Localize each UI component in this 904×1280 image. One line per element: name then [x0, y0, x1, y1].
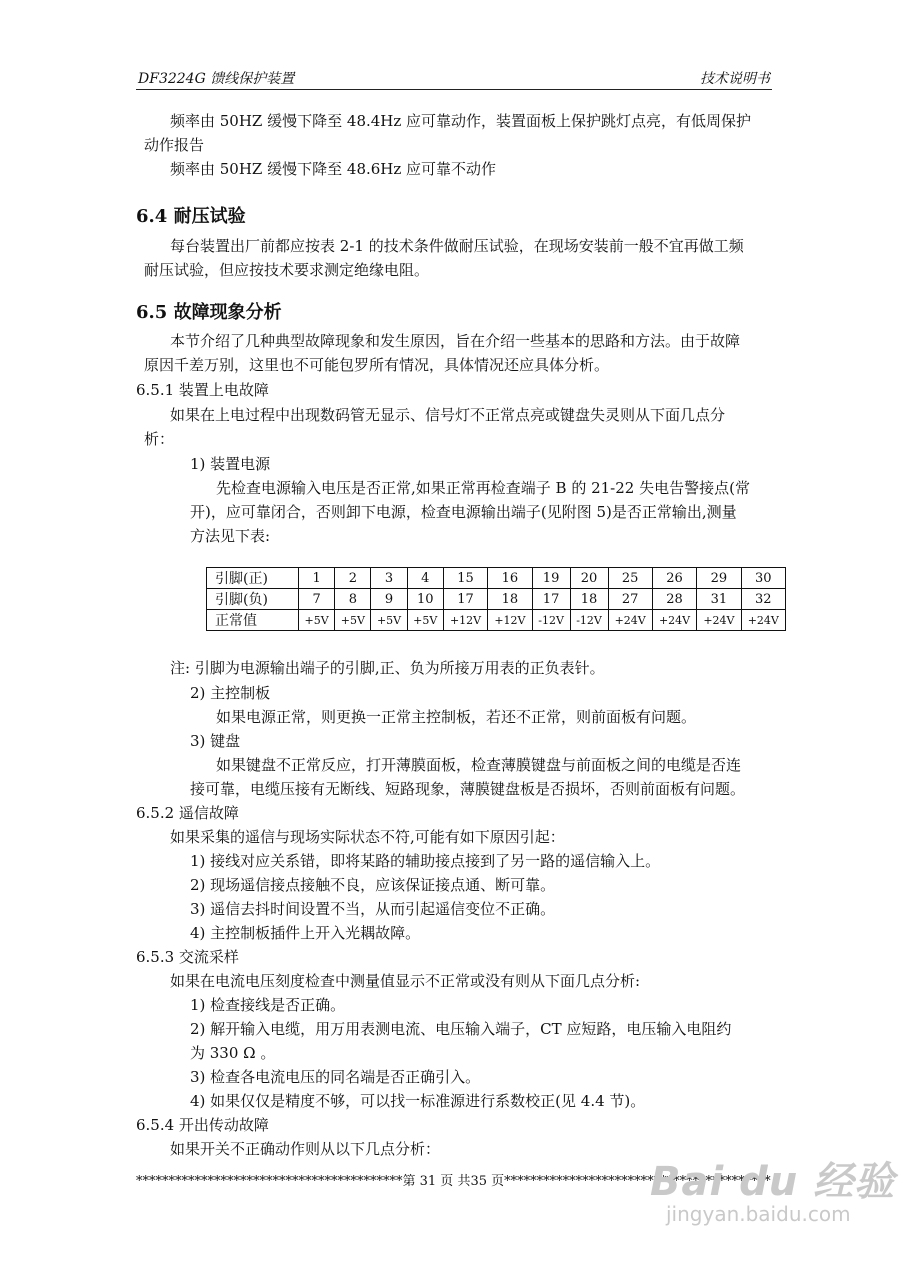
paragraph-line: 如果电源正常，则更换一正常主控制板，若还不正常，则前面板有问题。	[216, 708, 697, 726]
table-cell: 15	[443, 568, 487, 589]
table-cell: 27	[608, 589, 652, 610]
row-label: 正常值	[207, 610, 299, 631]
table-cell: +5V	[371, 610, 407, 631]
paragraph-line: 先检查电源输入电压是否正常,如果正常再检查端子 B 的 21-22 失电告警接点(常	[216, 479, 750, 497]
table-cell: +12V	[443, 610, 487, 631]
table-cell: 30	[741, 568, 785, 589]
paragraph-line: 接可靠，电缆压接有无断线、短路现象，薄膜键盘板是否损坏，否则前面板有问题。	[190, 780, 746, 798]
subsection-heading-6-5-4: 6.5.4 开出传动故障	[136, 1116, 269, 1134]
subsection-heading-6-5-1: 6.5.1 装置上电故障	[136, 381, 269, 399]
table-cell: 17	[443, 589, 487, 610]
paragraph-line: 频率由 50HZ 缓慢下降至 48.6Hz 应可靠不动作	[170, 160, 497, 178]
paragraph-line: 如果采集的遥信与现场实际状态不符,可能有如下原因引起：	[170, 828, 565, 846]
table-cell: 18	[570, 589, 608, 610]
paragraph-line: 如果开关不正确动作则从以下几点分析：	[170, 1140, 441, 1158]
table-cell: 31	[697, 589, 741, 610]
table-cell: 3	[371, 568, 407, 589]
list-item: 3) 检查各电流电压的同名端是否正确引入。	[190, 1068, 481, 1086]
list-item: 3) 遥信去抖时间设置不当，从而引起遥信变位不正确。	[190, 900, 556, 918]
row-label: 引脚(正)	[207, 568, 299, 589]
table-cell: +24V	[608, 610, 652, 631]
paragraph-line: 开)，应可靠闭合，否则卸下电源，检查电源输出端子(见附图 5)是否正常输出,测量	[190, 503, 737, 521]
header-title: DF3224G 馈线保护装置	[138, 71, 295, 87]
section-heading-6-5: 6.5 故障现象分析	[136, 302, 282, 323]
paragraph-line: 本节介绍了几种典型故障现象和发生原因，旨在介绍一些基本的思路和方法。由于故障	[170, 332, 741, 350]
table-cell: +5V	[299, 610, 335, 631]
table-cell: -12V	[570, 610, 608, 631]
paragraph-line: 频率由 50HZ 缓慢下降至 48.4Hz 应可靠动作，装置面板上保护跳灯点亮，有低周保护	[170, 112, 752, 130]
table-cell: 9	[371, 589, 407, 610]
list-item: 1) 装置电源	[190, 455, 271, 473]
paragraph-line: 方法见下表:	[190, 527, 271, 545]
table-row-negative	[207, 589, 786, 610]
table-cell: 25	[608, 568, 652, 589]
table-cell: +5V	[335, 610, 371, 631]
table-cell: 18	[488, 589, 532, 610]
list-item: 1) 检查接线是否正确。	[190, 996, 346, 1014]
paragraph-line: 析：	[144, 430, 175, 448]
table-cell: +12V	[488, 610, 532, 631]
watermark-logo: Bai du 经验	[650, 1159, 896, 1205]
table-cell: 26	[652, 568, 696, 589]
paragraph-line: 为 330 Ω 。	[190, 1044, 276, 1062]
list-item: 1) 接线对应关系错，即将某路的辅助接点接到了另一路的遥信输入上。	[190, 852, 661, 870]
table-cell: 7	[299, 589, 335, 610]
paragraph-line: 耐压试验，但应按技术要求测定绝缘电阻。	[144, 261, 430, 279]
section-heading-6-4: 6.4 耐压试验	[136, 206, 246, 227]
baidu-jingyan-watermark	[650, 1150, 896, 1226]
table-cell: 2	[335, 568, 371, 589]
table-cell: 8	[335, 589, 371, 610]
table-row-positive	[207, 568, 786, 589]
table-cell: 4	[407, 568, 443, 589]
header-rule	[136, 89, 772, 90]
list-item: 3) 键盘	[190, 732, 241, 750]
list-item: 4) 如果仅仅是精度不够，可以找一标准源进行系数校正(见 4.4 节)。	[190, 1092, 646, 1110]
subsection-heading-6-5-3: 6.5.3 交流采样	[136, 948, 239, 966]
paragraph-line: 如果在上电过程中出现数码管无显示、信号灯不正常点亮或键盘失灵则从下面几点分	[170, 406, 726, 424]
page-footer: *****************************************第 31 页 共35 页*****************************************	[136, 1174, 771, 1189]
table-cell: +5V	[407, 610, 443, 631]
paragraph-line: 原因千差万别，这里也不可能包罗所有情况，具体情况还应具体分析。	[144, 356, 610, 374]
subsection-heading-6-5-2: 6.5.2 遥信故障	[136, 804, 239, 822]
list-item: 2) 现场遥信接点接触不良，应该保证接点通、断可靠。	[190, 876, 556, 894]
table-cell: +24V	[652, 610, 696, 631]
row-label: 引脚(负)	[207, 589, 299, 610]
table-cell: 10	[407, 589, 443, 610]
list-item: 2) 解开输入电缆，用万用表测电流、电压输入端子，CT 应短路，电压输入电阻约	[190, 1020, 732, 1038]
watermark-url: jingyan.baidu.com	[666, 1202, 851, 1226]
table-cell: 20	[570, 568, 608, 589]
table-cell: 16	[488, 568, 532, 589]
paragraph-line: 如果在电流电压刻度检查中测量值显示不正常或没有则从下面几点分析:	[170, 972, 641, 990]
header-doc-type: 技术说明书	[700, 71, 770, 87]
table-cell: +24V	[697, 610, 741, 631]
list-item: 2) 主控制板	[190, 684, 271, 702]
table-row-normal-value	[207, 610, 786, 631]
power-pin-table	[206, 567, 786, 631]
table-cell: 19	[532, 568, 570, 589]
paragraph-line: 动作报告	[144, 136, 205, 154]
list-item: 4) 主控制板插件上开入光耦故障。	[190, 924, 421, 942]
table-cell: 17	[532, 589, 570, 610]
table-cell: 32	[741, 589, 785, 610]
table-cell: +24V	[741, 610, 785, 631]
note-line: 注: 引脚为电源输出端子的引脚,正、负为所接万用表的正负表针。	[170, 659, 605, 677]
table-cell: 29	[697, 568, 741, 589]
table-cell: -12V	[532, 610, 570, 631]
table-cell: 28	[652, 589, 696, 610]
table-cell: 1	[299, 568, 335, 589]
paragraph-line: 如果键盘不正常反应，打开薄膜面板，检查薄膜键盘与前面板之间的电缆是否连	[216, 756, 742, 774]
paragraph-line: 每台装置出厂前都应按表 2-1 的技术条件做耐压试验，在现场安装前一般不宜再做工频	[170, 237, 744, 255]
